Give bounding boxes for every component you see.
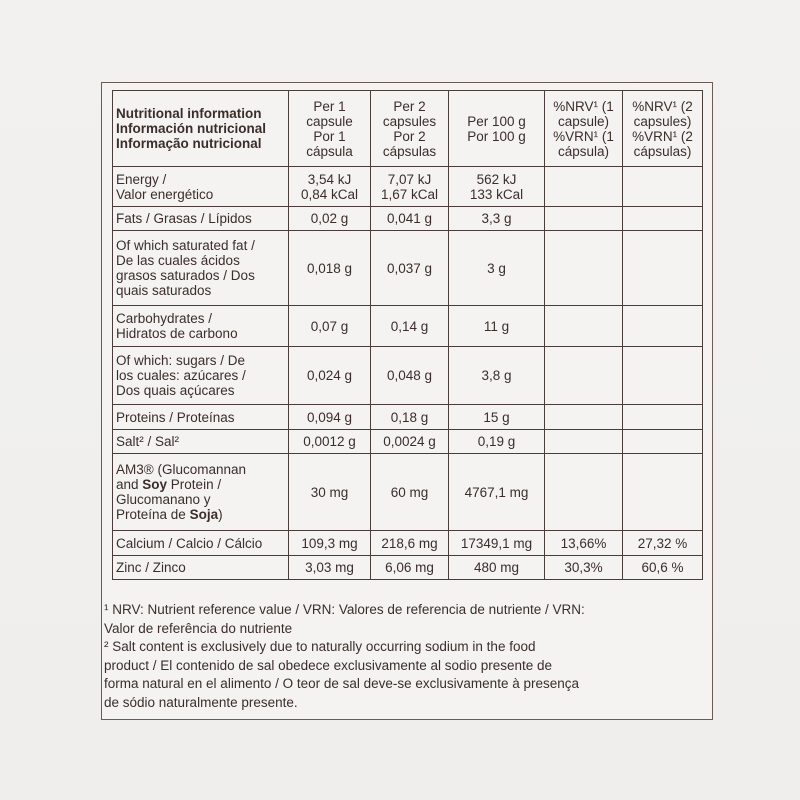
value-per-100g: 3 g <box>449 231 545 306</box>
row-label: Calcium / Calcio / Cálcio <box>113 531 289 556</box>
value-per-2-capsules: 0,041 g <box>371 207 449 231</box>
value-nrv-1-capsule: 13,66% <box>545 531 623 556</box>
value-per-1-capsule: 0,02 g <box>289 207 371 231</box>
value-nrv-1-capsule <box>545 167 623 207</box>
header-per-1-capsule: Per 1 capsule Por 1 cápsula <box>289 91 371 167</box>
table-row-salt <box>113 430 703 454</box>
value-nrv-2-capsules <box>623 405 703 430</box>
value-per-2-capsules: 60 mg <box>371 454 449 531</box>
value-per-2-capsules: 218,6 mg <box>371 531 449 556</box>
table-row-fats <box>113 207 703 231</box>
value-per-2-capsules: 0,18 g <box>371 405 449 430</box>
value-per-2-capsules: 7,07 kJ 1,67 kCal <box>371 167 449 207</box>
value-per-1-capsule: 0,07 g <box>289 306 371 347</box>
row-label: AM3® (Glucomannan and Soy Protein / Glucomanano y Proteína de Soja) <box>113 454 289 531</box>
table-row-proteins <box>113 405 703 430</box>
value-nrv-2-capsules <box>623 167 703 207</box>
row-label: Salt² / Sal² <box>113 430 289 454</box>
value-per-1-capsule: 30 mg <box>289 454 371 531</box>
row-label: Energy / Valor energético <box>113 167 289 207</box>
value-per-1-capsule: 109,3 mg <box>289 531 371 556</box>
table-header-row <box>113 91 703 167</box>
footnotes <box>104 601 704 712</box>
value-nrv-1-capsule <box>545 306 623 347</box>
table-row-carbohydrates <box>113 306 703 347</box>
value-nrv-1-capsule <box>545 405 623 430</box>
header-per-2-capsules: Per 2 capsules Por 2 cápsulas <box>371 91 449 167</box>
value-nrv-1-capsule: 30,3% <box>545 556 623 580</box>
value-nrv-2-capsules <box>623 454 703 531</box>
footnote-nrv: ¹ NRV: Nutrient reference value / VRN: Valores de referencia de nutriente / VRN: Valor de referência do nutriente <box>104 602 585 636</box>
header-nrv-1-capsule: %NRV¹ (1 capsule) %VRN¹ (1 cápsula) <box>545 91 623 167</box>
value-per-1-capsule: 0,0012 g <box>289 430 371 454</box>
header-per-100g: Per 100 g Por 100 g <box>449 91 545 167</box>
table-row-sugars <box>113 347 703 405</box>
value-per-100g: 3,8 g <box>449 347 545 405</box>
value-per-1-capsule: 0,094 g <box>289 405 371 430</box>
footnote-salt: ² Salt content is exclusively due to naturally occurring sodium in the food product / El contenido de sal obedece exclusivamente al sodio presente de forma natural en el alimento / O teor de sal deve-se exclusivamente à presença de sódio naturalmente presente. <box>104 639 579 710</box>
table-row-saturated-fat <box>113 231 703 306</box>
value-per-2-capsules: 0,14 g <box>371 306 449 347</box>
value-nrv-2-capsules <box>623 306 703 347</box>
value-per-100g: 480 mg <box>449 556 545 580</box>
table-row-am3 <box>113 454 703 531</box>
value-nrv-2-capsules <box>623 207 703 231</box>
value-per-100g: 15 g <box>449 405 545 430</box>
row-label: Proteins / Proteínas <box>113 405 289 430</box>
value-nrv-2-capsules <box>623 347 703 405</box>
value-per-100g: 0,19 g <box>449 430 545 454</box>
value-nrv-2-capsules <box>623 430 703 454</box>
value-per-1-capsule: 3,03 mg <box>289 556 371 580</box>
table-row-zinc <box>113 556 703 580</box>
value-nrv-2-capsules: 27,32 % <box>623 531 703 556</box>
value-per-100g: 4767,1 mg <box>449 454 545 531</box>
value-per-100g: 17349,1 mg <box>449 531 545 556</box>
value-per-100g: 3,3 g <box>449 207 545 231</box>
value-nrv-1-capsule <box>545 207 623 231</box>
table-row-calcium <box>113 531 703 556</box>
value-nrv-2-capsules <box>623 231 703 306</box>
row-label: Fats / Grasas / Lípidos <box>113 207 289 231</box>
row-label: Of which saturated fat / De las cuales ácidos grasos saturados / Dos quais saturados <box>113 231 289 306</box>
header-nrv-2-capsules: %NRV¹ (2 capsules) %VRN¹ (2 cápsulas) <box>623 91 703 167</box>
value-per-1-capsule: 0,018 g <box>289 231 371 306</box>
table-row-energy <box>113 167 703 207</box>
value-per-1-capsule: 3,54 kJ 0,84 kCal <box>289 167 371 207</box>
value-nrv-1-capsule <box>545 430 623 454</box>
value-nrv-1-capsule <box>545 454 623 531</box>
value-per-2-capsules: 0,0024 g <box>371 430 449 454</box>
value-per-2-capsules: 6,06 mg <box>371 556 449 580</box>
row-label: Carbohydrates / Hidratos de carbono <box>113 306 289 347</box>
row-label: Zinc / Zinco <box>113 556 289 580</box>
nutrition-table <box>112 90 703 580</box>
value-per-1-capsule: 0,024 g <box>289 347 371 405</box>
value-per-2-capsules: 0,048 g <box>371 347 449 405</box>
value-per-2-capsules: 0,037 g <box>371 231 449 306</box>
row-label: Of which: sugars / De los cuales: azúcares / Dos quais açúcares <box>113 347 289 405</box>
value-per-100g: 562 kJ 133 kCal <box>449 167 545 207</box>
value-per-100g: 11 g <box>449 306 545 347</box>
value-nrv-1-capsule <box>545 231 623 306</box>
value-nrv-2-capsules: 60,6 % <box>623 556 703 580</box>
value-nrv-1-capsule <box>545 347 623 405</box>
header-label: Nutritional information Información nutricional Informação nutricional <box>113 91 289 167</box>
